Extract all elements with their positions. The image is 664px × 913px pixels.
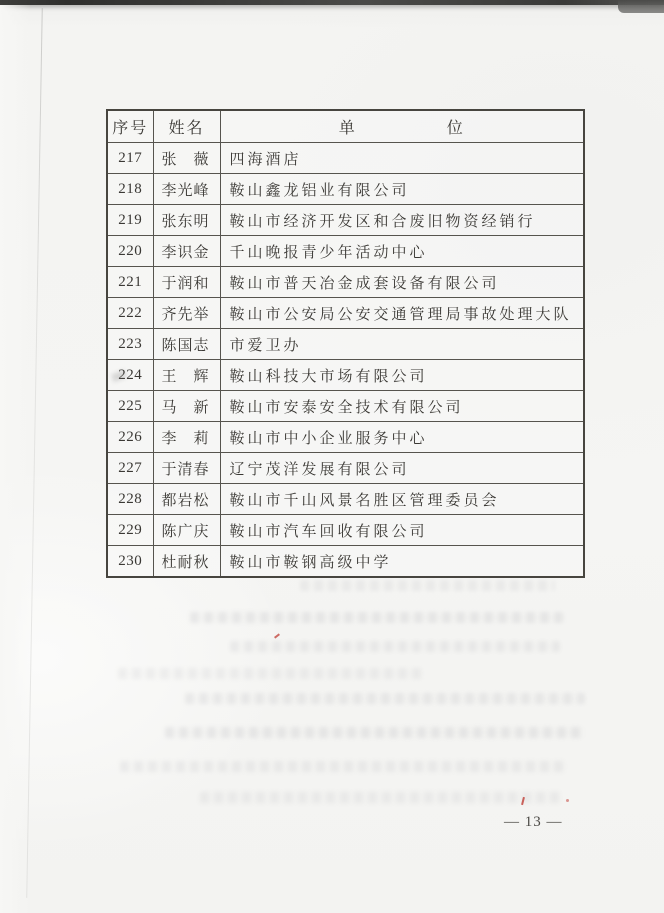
bleedthrough-text-line [200,792,560,803]
cell-name: 王 辉 [153,360,220,391]
bleedthrough-text-line [230,641,560,652]
table-row [107,267,584,298]
cell-no: 224 [107,360,153,391]
scan-edge-top [0,0,664,5]
bleedthrough-text-line [300,580,555,591]
roster-table [106,109,585,578]
table-row [107,422,584,453]
cell-name: 都岩松 [153,484,220,515]
table-row [107,453,584,484]
table-row [107,143,584,174]
cell-unit: 辽宁茂洋发展有限公司 [220,453,584,484]
cell-name: 李识金 [153,236,220,267]
cell-name: 马 新 [153,391,220,422]
table-row [107,205,584,236]
table-row [107,236,584,267]
cell-no: 230 [107,546,153,578]
red-speck-mark [274,633,280,638]
cell-unit: 千山晚报青少年活动中心 [220,236,584,267]
table-row [107,515,584,546]
header-no: 序号 [107,110,153,143]
table-header-row [107,110,584,143]
bleedthrough-text-line [118,668,423,679]
header-name: 姓名 [153,110,220,143]
cell-no: 217 [107,143,153,174]
red-dot-mark [566,799,569,802]
table-row [107,360,584,391]
cell-unit: 鞍山市千山风景名胜区管理委员会 [220,484,584,515]
cell-no: 227 [107,453,153,484]
cell-unit: 鞍山市公安局公安交通管理局事故处理大队 [220,298,584,329]
bleedthrough-text-line [185,693,585,704]
cell-no: 220 [107,236,153,267]
cell-unit: 鞍山市经济开发区和合废旧物资经销行 [220,205,584,236]
cell-name: 李 莉 [153,422,220,453]
cell-name: 齐先举 [153,298,220,329]
bleedthrough-text-line [120,761,565,772]
cell-no: 225 [107,391,153,422]
cell-name: 张东明 [153,205,220,236]
cell-no: 218 [107,174,153,205]
table-row [107,391,584,422]
cell-name: 于清春 [153,453,220,484]
cell-name: 张 薇 [153,143,220,174]
cell-unit: 鞍山市鞍钢高级中学 [220,546,584,578]
page-left-margin [0,5,30,913]
cell-no: 223 [107,329,153,360]
roster-table-container [106,109,585,578]
bleedthrough-text-line [190,612,565,623]
cell-unit: 鞍山市中小企业服务中心 [220,422,584,453]
cell-name: 李光峰 [153,174,220,205]
cell-unit: 鞍山市汽车回收有限公司 [220,515,584,546]
cell-no: 226 [107,422,153,453]
cell-unit: 市爱卫办 [220,329,584,360]
table-row [107,174,584,205]
page-number: — 13 — [504,814,563,830]
scan-edge-corner [618,0,664,13]
bleedthrough-text-line [165,727,585,738]
cell-name: 陈国志 [153,329,220,360]
table-row [107,329,584,360]
cell-name: 陈广庆 [153,515,220,546]
table-row [107,546,584,578]
cell-unit: 鞍山鑫龙铝业有限公司 [220,174,584,205]
cell-unit: 四海酒店 [220,143,584,174]
cell-no: 221 [107,267,153,298]
cell-no: 228 [107,484,153,515]
cell-no: 219 [107,205,153,236]
cell-unit: 鞍山市安泰安全技术有限公司 [220,391,584,422]
table-row [107,484,584,515]
header-unit: 单 位 [220,110,584,143]
cell-unit: 鞍山科技大市场有限公司 [220,360,584,391]
cell-name: 杜耐秋 [153,546,220,578]
table-row [107,298,584,329]
cell-unit: 鞍山市普天冶金成套设备有限公司 [220,267,584,298]
cell-no: 229 [107,515,153,546]
cell-name: 于润和 [153,267,220,298]
cell-no: 222 [107,298,153,329]
